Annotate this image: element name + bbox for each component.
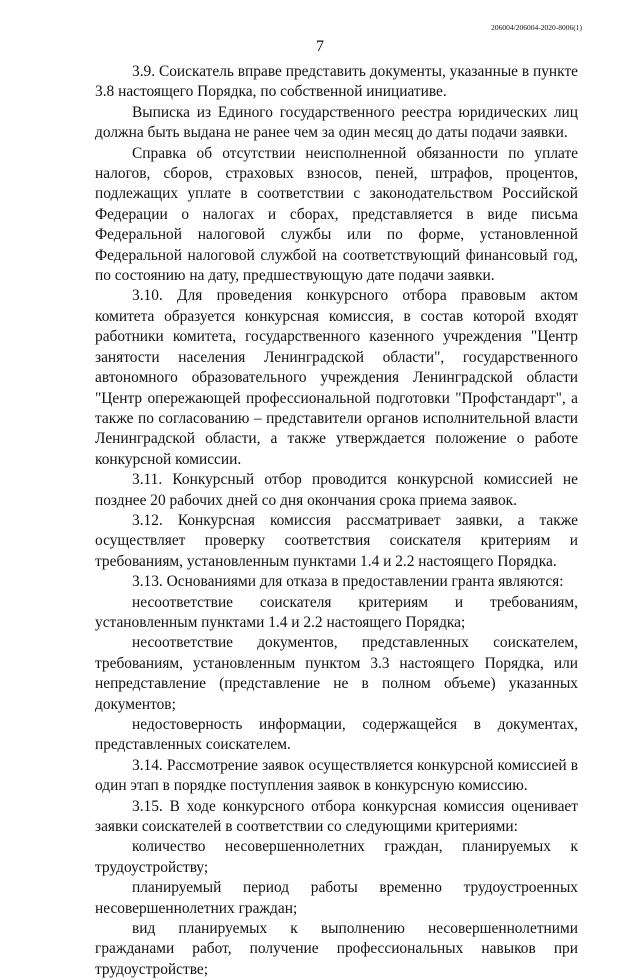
criterion-2: планируемый период работы временно трудоустроенных несовершеннолетних граждан;: [95, 879, 578, 917]
paragraph-3-9: 3.9. Соискатель вправе представить документы, указанные в пункте 3.8 настоящего Порядка, по собственной инициативе.: [95, 63, 578, 101]
paragraph-3-11: 3.11. Конкурсный отбор проводится конкурсной комиссией не позднее 20 рабочих дней со дня окончания срока приема заявок.: [95, 471, 578, 509]
paragraph-3-13: 3.13. Основаниями для отказа в предоставлении гранта являются:: [132, 573, 564, 591]
paragraph-extract-egrul: Выписка из Единого государственного реестра юридических лиц должна быть выдана не ранее чем за один месяц до даты подачи заявки.: [95, 103, 578, 142]
paragraph-3-14: 3.14. Рассмотрение заявок осуществляется конкурсной комиссией в один этап в порядке поступления заявок в конкурсную комиссию.: [95, 756, 578, 795]
page-number: 7: [316, 38, 324, 55]
paragraph-3-12: 3.12. Конкурсная комиссия рассматривает заявки, а также осуществляет проверку соответствия соискателя критериям и требованиям, установленным пунктами 1.4 и 2.2 настоящего Порядка.: [95, 511, 578, 570]
document-body: [95, 62, 578, 980]
refusal-reason-2: несоответствие документов, представленных соискателем, требованиям, установленным пунктом 3.3 настоящего Порядка, или непредставление (представление не в полном объеме) указанных документов;: [95, 634, 578, 713]
paragraph-tax-certificate: Справка об отсутствии неисполненной обязанности по уплате налогов, сборов, страховых взносов, пеней, штрафов, процентов, подлежащих уплате в соответствии с законодательством Российской Федерации о налогах и сборах, представляется в виде письма Федеральной налоговой службы или по форме, установленной Федеральной налоговой службой на соответствующий финансовый год, по состоянию на дату, предшествующую дате подачи заявки.: [95, 144, 578, 285]
criterion-3: вид планируемых к выполнению несовершеннолетними гражданами работ, получение профессиональных навыков при трудоустройстве;: [95, 920, 578, 978]
refusal-reason-3: недостоверность информации, содержащейся в документах, представленных соискателем.: [95, 716, 578, 754]
document-code: 206004/206004-2020-8006(1): [491, 23, 582, 32]
refusal-reason-1: несоответствие соискателя критериям и требованиям, установленным пунктами 1.4 и 2.2 настоящего Порядка;: [95, 593, 578, 631]
paragraph-3-10: 3.10. Для проведения конкурсного отбора правовым актом комитета образуется конкурсная комиссия, в состав которой входят работники комитета, государственного казенного учреждения "Центр занятости населения Ленинградской области", государственного автономного образовательного учреждения Ленинградской области "Центр опережающей профессиональной подготовки "Профстандарт", а также по согласованию – представители органов исполнительной власти Ленинградской области, а также утверждается положение о работе конкурсной комиссии.: [95, 287, 578, 468]
criterion-1: количество несовершеннолетних граждан, планируемых к трудоустройству;: [95, 838, 578, 876]
paragraph-3-15: 3.15. В ходе конкурсного отбора конкурсная комиссия оценивает заявки соискателей в соответствии со следующими критериями:: [95, 797, 578, 836]
